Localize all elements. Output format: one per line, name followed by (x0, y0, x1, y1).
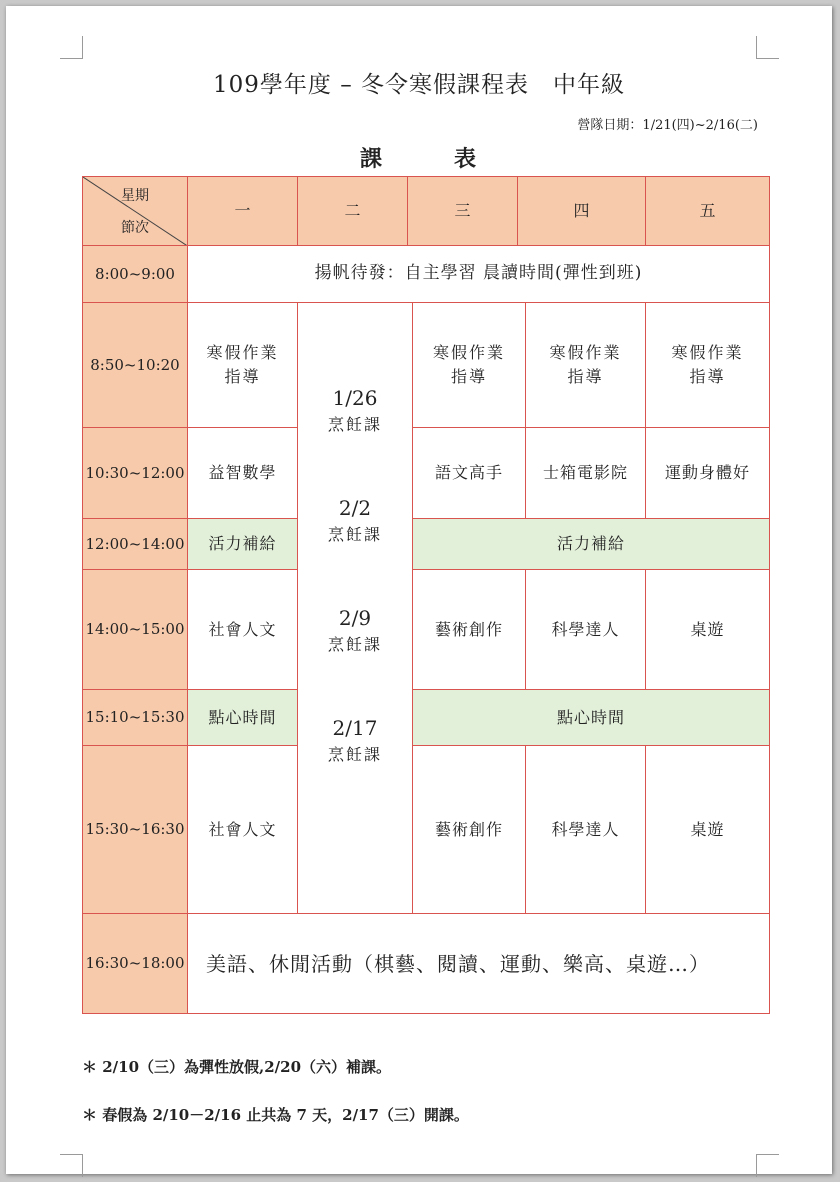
crop-mark-bottom-left (60, 1154, 83, 1177)
cooking-label: 烹飪課 (327, 415, 382, 434)
homework-line2: 指導 (689, 367, 726, 386)
boardgame-cell: 桌遊 (645, 745, 770, 914)
heading-char-1: 課 (359, 146, 384, 172)
sports-cell: 運動身體好 (645, 427, 770, 519)
schedule-table (82, 176, 770, 1014)
cooking-class-column (297, 302, 413, 914)
time-slot: 16:30~18:00 (82, 913, 188, 1014)
cooking-label: 烹飪課 (327, 745, 382, 764)
social-cell: 社會人文 (187, 745, 298, 914)
cooking-label: 烹飪課 (327, 635, 382, 654)
homework-line2: 指導 (224, 367, 261, 386)
corner-period-label: 節次 (121, 220, 149, 236)
homework-line2: 指導 (567, 367, 604, 386)
lunch-cell-mon: 活力補給 (187, 518, 298, 570)
cooking-date: 2/2 (338, 496, 372, 520)
cooking-date: 2/9 (338, 606, 372, 630)
cinema-cell: 士箱電影院 (525, 427, 646, 519)
camp-dates: 營隊日期：1/21(四)~2/16(二) (577, 118, 758, 133)
homework-line1: 寒假作業 (549, 343, 622, 362)
art-cell: 藝術創作 (412, 569, 526, 690)
day-header: 二 (297, 176, 408, 246)
homework-cell-fri (645, 302, 770, 428)
day-header: 一 (187, 176, 298, 246)
time-slot: 8:00~9:00 (82, 245, 188, 303)
cooking-label: 烹飪課 (327, 525, 382, 544)
homework-cell-mon (187, 302, 298, 428)
day-header: 四 (517, 176, 646, 246)
boardgame-cell: 桌遊 (645, 569, 770, 690)
art-cell: 藝術創作 (412, 745, 526, 914)
crop-mark-top-left (60, 36, 83, 59)
language-cell: 語文高手 (412, 427, 526, 519)
time-slot: 10:30~12:00 (82, 427, 188, 519)
science-cell: 科學達人 (525, 569, 646, 690)
science-cell: 科學達人 (525, 745, 646, 914)
time-slot: 15:10~15:30 (82, 689, 188, 746)
cooking-date: 1/26 (332, 386, 378, 410)
page-title: 109學年度 – 冬令寒假課程表 中年級 (212, 72, 626, 98)
evening-activities-text: 美語、休閒活動（棋藝、閱讀、運動、樂高、桌遊…） (206, 951, 710, 976)
homework-cell-wed (412, 302, 526, 428)
time-slot: 14:00~15:00 (82, 569, 188, 690)
snack-cell-wed-fri: 點心時間 (412, 689, 770, 746)
day-header: 五 (645, 176, 770, 246)
lunch-cell-wed-fri: 活力補給 (412, 518, 770, 570)
schedule-heading (6, 142, 832, 173)
corner-weekday-label: 星期 (121, 188, 149, 204)
homework-line1: 寒假作業 (432, 343, 505, 362)
math-cell: 益智數學 (187, 427, 298, 519)
heading-char-2: 表 (454, 146, 479, 172)
snack-cell-mon: 點心時間 (187, 689, 298, 746)
note-makeup-day: ＊ 2/10（三）為彈性放假,2/20（六）補課。 (82, 1058, 392, 1076)
evening-activities-cell (187, 913, 770, 1014)
social-cell: 社會人文 (187, 569, 298, 690)
time-slot: 8:50~10:20 (82, 302, 188, 428)
crop-mark-bottom-right (756, 1154, 779, 1177)
morning-reading-cell: 揚帆待發：自主學習 晨讀時間(彈性到班) (187, 245, 770, 303)
time-slot: 12:00~14:00 (82, 518, 188, 570)
time-slot: 15:30~16:30 (82, 745, 188, 914)
crop-mark-top-right (756, 36, 779, 59)
homework-line2: 指導 (450, 367, 487, 386)
cooking-date: 2/17 (332, 716, 378, 740)
note-spring-break: ＊ 春假為 2/10－2/16 止共為 7 天，2/17（三）開課。 (82, 1106, 469, 1124)
day-header: 三 (407, 176, 518, 246)
homework-line1: 寒假作業 (206, 343, 279, 362)
document-page (6, 6, 832, 1174)
homework-line1: 寒假作業 (671, 343, 744, 362)
homework-cell-thu (525, 302, 646, 428)
corner-cell (82, 176, 188, 246)
